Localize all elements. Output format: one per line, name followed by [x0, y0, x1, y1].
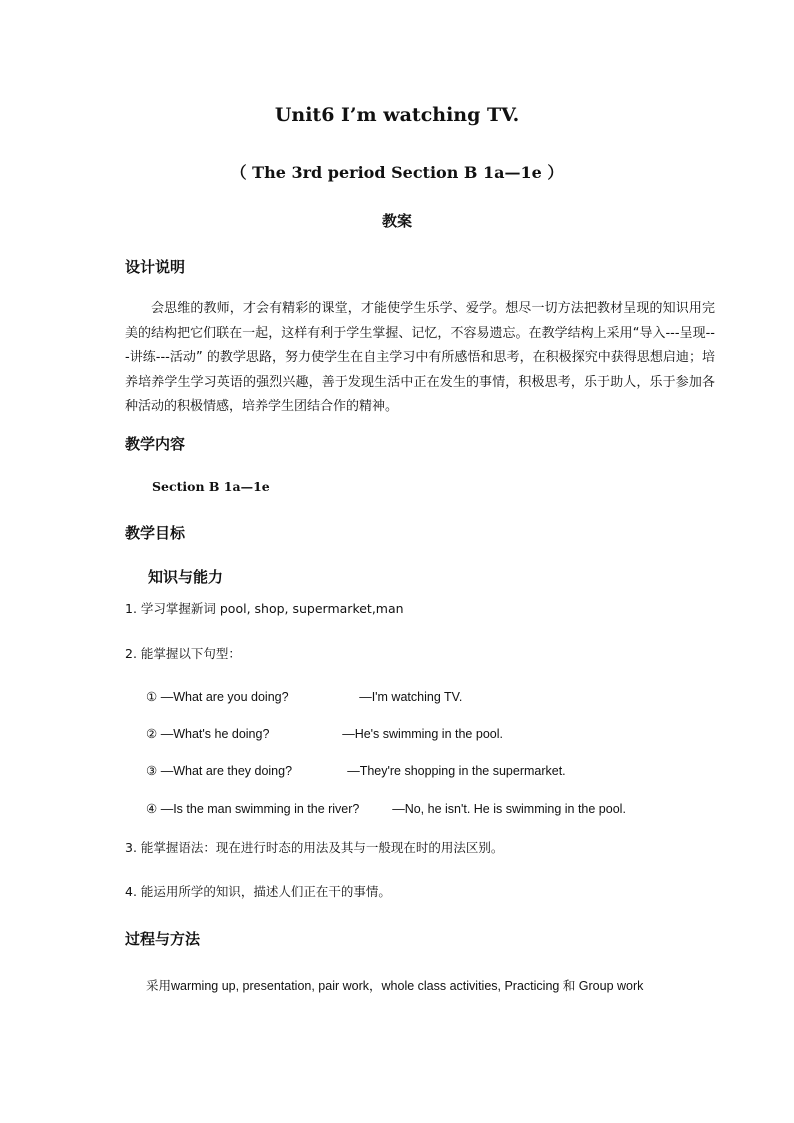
sentence-pattern-4: [146, 801, 626, 816]
design-heading: 设计说明: [125, 258, 186, 276]
sentence-answer: —They're shopping in the supermarket.: [347, 764, 566, 778]
document-title: Unit6 I’m watching TV.: [274, 104, 520, 126]
goal-heading: 教学目标: [125, 524, 186, 542]
sentence-answer: —I'm watching TV.: [359, 690, 463, 704]
goal-item-1: 1. 学习掌握新词 pool, shop, supermarket,man: [125, 601, 404, 616]
sentence-pattern-3: [146, 763, 566, 778]
sentence-number: ①: [146, 690, 158, 704]
sentence-number: ③: [146, 764, 158, 778]
sentence-question: —What are you doing?: [160, 690, 289, 704]
process-heading: 过程与方法: [125, 930, 201, 948]
sentence-pattern-2: [146, 726, 503, 741]
sentence-number: ④: [146, 802, 158, 816]
process-text: 采用warming up, presentation, pair work，whole class activities, Practicing 和 Group work: [146, 979, 644, 993]
content-heading: 教学内容: [125, 435, 186, 453]
document-subtitle: （ The 3rd period Section B 1a—1e ）: [230, 163, 564, 182]
goal-item-4: 4. 能运用所学的知识，描述人们正在干的事情。: [125, 884, 391, 899]
lesson-plan-heading: 教案: [381, 212, 412, 230]
sentence-answer: —No, he isn't. He is swimming in the pool.: [392, 802, 626, 816]
sentence-question: —Is the man swimming in the river?: [160, 802, 360, 816]
sentence-answer: —He's swimming in the pool.: [342, 727, 503, 741]
content-section-text: Section B 1a—1e: [152, 479, 270, 494]
sentence-question: —What are they doing?: [160, 764, 293, 778]
sentence-question: —What's he doing?: [160, 727, 270, 741]
design-paragraph: 会思维的教师，才会有精彩的课堂，才能使学生乐学、爱学。想尽一切方法把教材呈现的知识用完美的结构把它们联在一起，这样有利于学生掌握、记忆，不容易遗忘。在教学结构上采用“导入---呈现---讲练---活动” 的教学思路，努力使学生在自主学习中有所感悟和思考，在积极探究中获得思想启迪；培养培养学生学习英语的强烈兴趣，善于发现生活中正在发生的事情，积极思考，乐于助人，乐于参加各种活动的积极情感，培养学生团结合作的精神。: [125, 301, 715, 414]
goal-item-3: 3. 能掌握语法：现在进行时态的用法及其与一般现在时的用法区别。: [125, 840, 504, 855]
knowledge-heading: 知识与能力: [148, 568, 224, 586]
sentence-number: ②: [146, 727, 158, 741]
sentence-pattern-1: [146, 689, 462, 704]
goal-item-2: 2. 能掌握以下句型：: [125, 646, 241, 661]
